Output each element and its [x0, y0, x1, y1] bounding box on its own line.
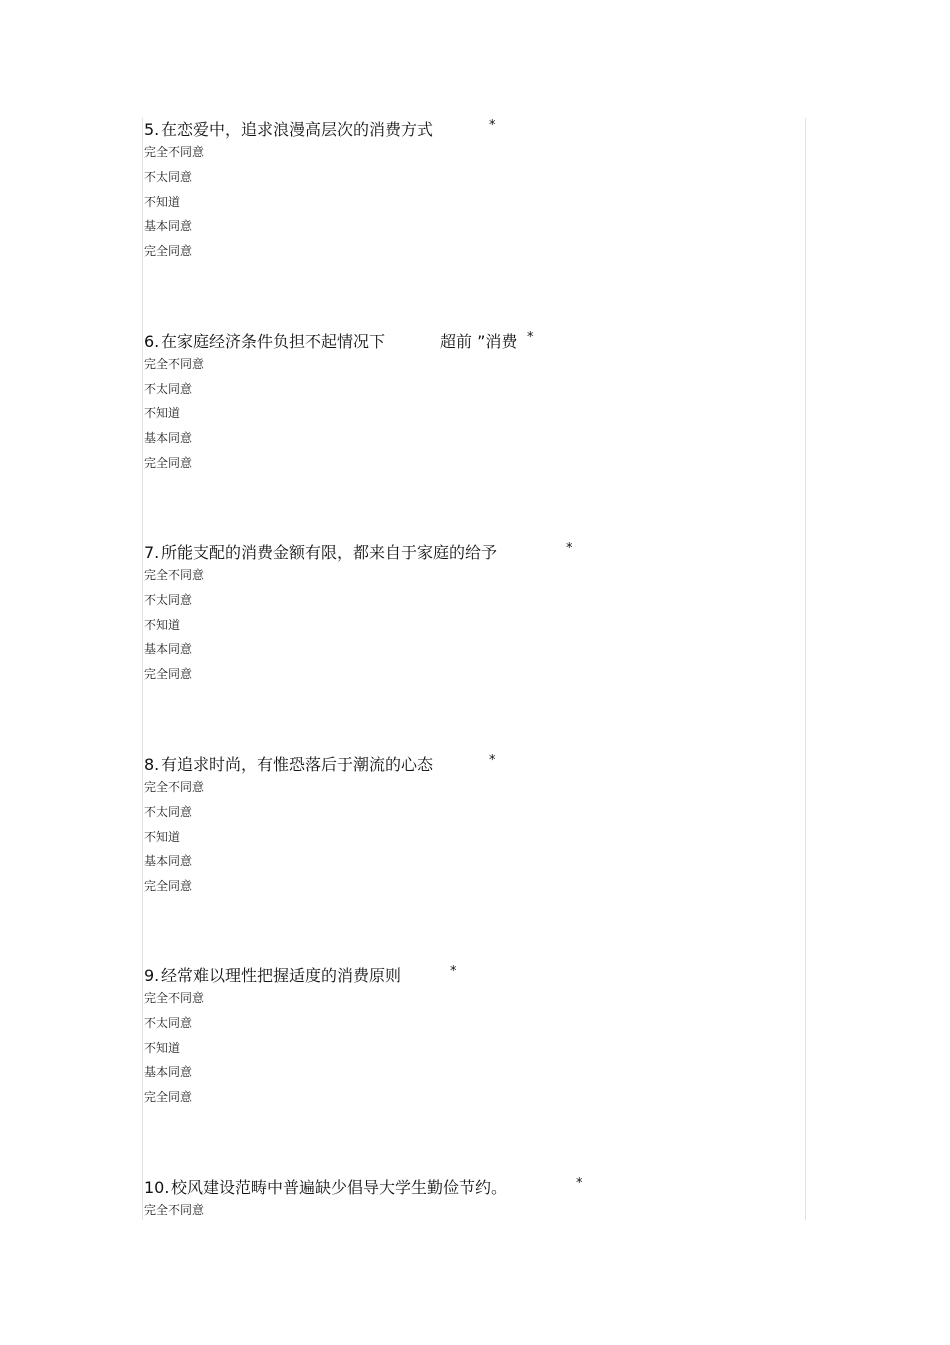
option-disagree[interactable]: 不太同意: [144, 170, 193, 184]
option-disagree[interactable]: 不太同意: [144, 805, 193, 819]
option-unsure[interactable]: 不知道: [144, 195, 181, 209]
option-agree[interactable]: 基本同意: [144, 642, 193, 656]
option-strongly-disagree[interactable]: 完全不同意: [144, 1203, 205, 1217]
option-unsure[interactable]: 不知道: [144, 406, 181, 420]
question-number: 7.: [144, 543, 160, 562]
required-mark: *: [489, 118, 496, 133]
option-agree[interactable]: 基本同意: [144, 431, 193, 445]
option-strongly-disagree[interactable]: 完全不同意: [144, 568, 205, 582]
question-text: 在恋爱中，追求浪漫高层次的消费方式: [161, 120, 434, 139]
option-strongly-agree[interactable]: 完全同意: [144, 667, 193, 681]
option-unsure[interactable]: 不知道: [144, 830, 181, 844]
option-strongly-agree[interactable]: 完全同意: [144, 1090, 193, 1104]
survey-panel: [142, 118, 806, 1220]
option-disagree[interactable]: 不太同意: [144, 1016, 193, 1030]
question-number: 5.: [144, 120, 160, 139]
question-number: 9.: [144, 966, 160, 985]
option-strongly-agree[interactable]: 完全同意: [144, 456, 193, 470]
required-mark: *: [489, 753, 496, 768]
option-disagree[interactable]: 不太同意: [144, 593, 193, 607]
required-mark: *: [527, 330, 534, 345]
option-unsure[interactable]: 不知道: [144, 1041, 181, 1055]
question-text: 所能支配的消费金额有限，都来自于家庭的给予: [161, 543, 498, 562]
question-text: 经常难以理性把握适度的消费原则: [161, 966, 402, 985]
option-strongly-disagree[interactable]: 完全不同意: [144, 357, 205, 371]
required-mark: *: [576, 1176, 583, 1191]
option-disagree[interactable]: 不太同意: [144, 382, 193, 396]
option-unsure[interactable]: 不知道: [144, 618, 181, 632]
option-strongly-agree[interactable]: 完全同意: [144, 879, 193, 893]
question-number: 6.: [144, 332, 160, 351]
question-number: 8.: [144, 755, 160, 774]
option-strongly-agree[interactable]: 完全同意: [144, 244, 193, 258]
question-text-continued: 超前 ”消费: [440, 332, 518, 351]
question-number: 10.: [144, 1178, 170, 1197]
option-agree[interactable]: 基本同意: [144, 854, 193, 868]
question-text: 校风建设范畴中普遍缺少倡导大学生勤俭节约。: [171, 1178, 508, 1197]
question-text: 在家庭经济条件负担不起情况下: [161, 332, 386, 351]
option-strongly-disagree[interactable]: 完全不同意: [144, 780, 205, 794]
option-strongly-disagree[interactable]: 完全不同意: [144, 991, 205, 1005]
option-agree[interactable]: 基本同意: [144, 219, 193, 233]
required-mark: *: [566, 541, 573, 556]
required-mark: *: [450, 964, 457, 979]
question-text: 有追求时尚，有惟恐落后于潮流的心态: [161, 755, 434, 774]
option-strongly-disagree[interactable]: 完全不同意: [144, 145, 205, 159]
option-agree[interactable]: 基本同意: [144, 1065, 193, 1079]
